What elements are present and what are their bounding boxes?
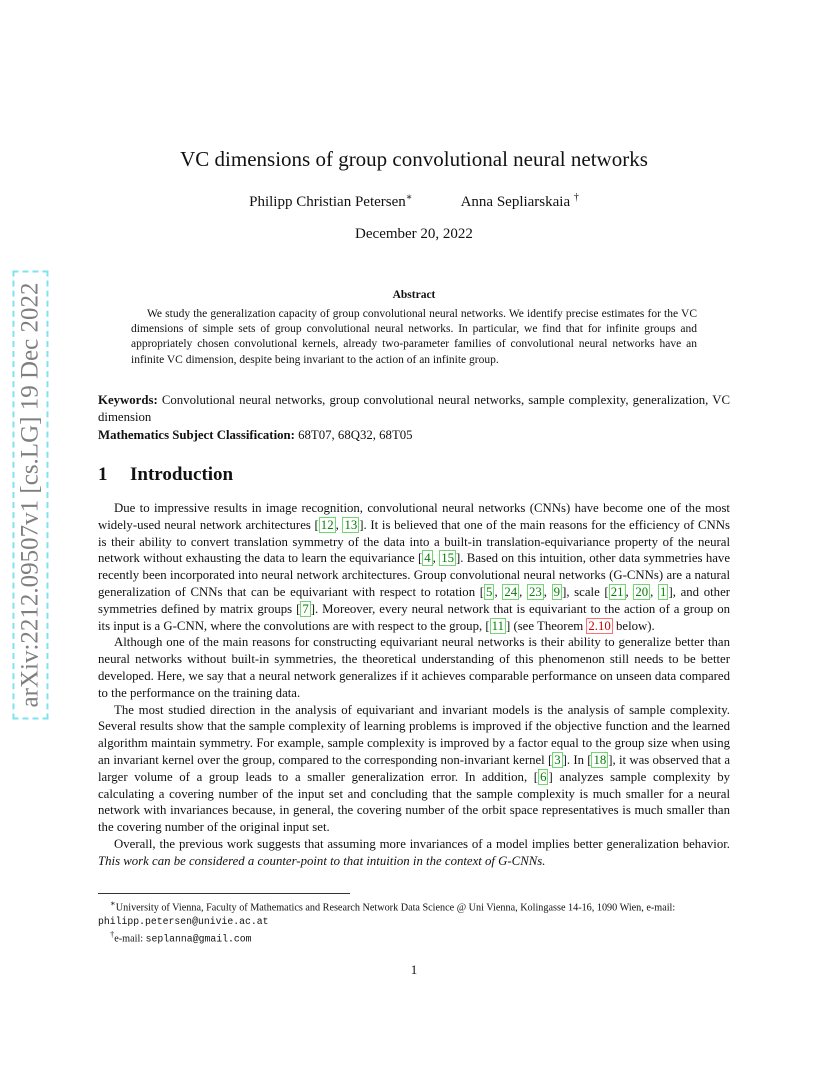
citation-link[interactable]: 20 — [635, 584, 649, 599]
text-span: ]. It is believed that one of the main reasons for the efficiency of CNNs is their ability to convert translation symmetry of the data into a built-in translation-equivariance property of the neural network without exhausting the data to learn the equivariance [ — [98, 517, 730, 566]
author-2 — [461, 192, 579, 211]
theorem-reference-link[interactable]: 2.10 — [588, 618, 611, 633]
citation-link[interactable]: 6 — [540, 769, 547, 784]
citation-link[interactable]: 24 — [504, 584, 518, 599]
footnote-rule — [98, 893, 350, 894]
section-number: 1 — [98, 464, 108, 485]
section-heading-introduction — [98, 464, 233, 486]
footnote-1-text: University of Vienna, Faculty of Mathematics and Research Network Data Science @ Uni Vienna, Kolingasse 14-16, 1090 Wien, e-mail: — [115, 902, 676, 914]
text-span: ], it was observed that a larger volume of a group leads to a smaller generalization error. In addition, [ — [98, 752, 730, 784]
text-span: , — [625, 584, 634, 599]
text-span: Overall, the previous work suggests that assuming more invariances of a model implies better generalization behavior. — [114, 836, 730, 851]
paper-date: December 20, 2022 — [355, 226, 473, 242]
text-span: below). — [612, 618, 655, 633]
arxiv-identifier-text: arXiv:2212.09507v1 [cs.LG] 19 Dec 2022 — [12, 271, 48, 720]
keywords-text: Convolutional neural networks, group convolutional neural networks, sample complexity, generalization, VC dimension — [98, 393, 731, 424]
intro-paragraph-1 — [98, 500, 730, 634]
msc-text: 68T07, 68Q32, 68T05 — [298, 428, 413, 442]
introduction-body — [98, 500, 730, 870]
keywords — [98, 392, 730, 426]
text-span: , — [494, 584, 503, 599]
footnote-1-mark: ∗ — [110, 898, 116, 908]
intro-paragraph-3 — [98, 702, 730, 836]
text-span: The most studied direction in the analysis of equivariant and invariant models is the analysis of sample complexity. Several results show that the sample complexity of learning problems is improved if the objective function and the learned algorithm maintain symmetry. For example, sample complexity is improved by a factor equal to the group size when using an invariant kernel over the group, compared to the corresponding non-invariant kernel [ — [98, 702, 730, 767]
footnote-2 — [98, 928, 730, 946]
citation-link[interactable]: 18 — [593, 752, 607, 767]
citation-link[interactable]: 4 — [424, 551, 431, 566]
footnote-2-email[interactable]: seplanna@gmail.com — [145, 933, 252, 945]
emphasized-text: This work can be considered a counter-point to that intuition in the context of G-CNNs. — [98, 853, 546, 868]
footnote-1-email[interactable]: philipp.petersen@univie.ac.at — [98, 915, 269, 927]
footnote-1 — [98, 897, 730, 928]
citation-link[interactable]: 7 — [302, 601, 309, 616]
text-span: ], and other symmetries defined by matrix groups [ — [98, 584, 731, 616]
footnote-2-text: e-mail: — [114, 933, 146, 945]
author-1 — [249, 192, 412, 211]
author-list — [0, 192, 828, 211]
citation-link[interactable]: 5 — [486, 584, 493, 599]
section-title: Introduction — [130, 464, 234, 485]
text-span: , — [335, 517, 343, 532]
footnotes — [98, 897, 730, 946]
text-span: , — [650, 584, 659, 599]
author-1-mark: ∗ — [405, 192, 413, 203]
author-2-name: Anna Sepliarskaia — [460, 194, 571, 210]
text-span: , — [543, 584, 552, 599]
msc-label: Mathematics Subject Classification: — [98, 428, 295, 442]
abstract-heading: Abstract — [392, 289, 436, 301]
citation-link[interactable]: 1 — [660, 584, 667, 599]
page-number: 1 — [410, 962, 418, 977]
paper-title: VC dimensions of group convolutional neural networks — [180, 147, 648, 171]
msc-classification — [98, 427, 730, 444]
text-span: Due to impressive results in image recognition, convolutional neural networks (CNNs) have become one of the most widely-used neural network architectures [ — [98, 501, 730, 532]
citation-link[interactable]: 3 — [554, 752, 561, 767]
author-2-mark: † — [573, 192, 579, 203]
citation-link[interactable]: 21 — [610, 584, 624, 599]
citation-link[interactable]: 23 — [528, 584, 542, 599]
citation-link[interactable]: 9 — [553, 584, 561, 599]
citation-link[interactable]: 11 — [491, 618, 504, 633]
text-span: , — [432, 551, 440, 566]
text-span: , — [519, 584, 527, 599]
intro-paragraph-4 — [98, 836, 730, 870]
citation-link[interactable]: 12 — [320, 517, 334, 532]
abstract-text: We study the generalization capacity of group convolutional neural networks. We identify precise estimates for the VC dimensions of simple sets of group convolutional neural networks. In particular, we find that for infinite groups and appropriately chosen convolutional kernels, already two-parameter families of convolutional neural networks have an infinite VC dimension, despite being invariant to the action of an infinite group. — [131, 308, 697, 366]
keywords-label: Keywords: — [98, 393, 158, 407]
text-span: ]. Based on this intuition, other data symmetries have recently been incorporated into neural network architectures. Group convolutional neural networks (G-CNNs) are a natural generalization of CNNs that can be equivariant with respect to rotation [ — [98, 551, 731, 599]
author-1-name: Philipp Christian Petersen — [249, 194, 406, 210]
text-span: ]. Moreover, every neural network that is equivariant to the action of a group on its input is a G-CNN, where the convolutions are with respect to the group, [ — [98, 601, 730, 633]
footnote-2-mark: † — [110, 929, 115, 940]
text-span: ] analyzes sample complexity by calculating a covering number of the input set and concluding that the sample complexity is much smaller for a neural network with invariances because, in general, the covering number of the orbit space representatives is much smaller than the covering number of the original input set. — [98, 769, 730, 835]
arxiv-identifier-stamp[interactable] — [10, 255, 50, 735]
text-span: ]. In [ — [562, 752, 592, 767]
text-span: ], scale [ — [562, 584, 609, 599]
citation-link[interactable]: 15 — [441, 551, 454, 566]
intro-paragraph-2: Although one of the main reasons for constructing equivariant neural networks is their ability to generalize better than neural networks without built-in symmetries, the theoretical understanding of this phenomenon still needs to be better developed. Here, we say that a neural network generalizes if it achieves comparable performance on unseen data compared to the performance on the training data. — [98, 635, 730, 700]
text-span: ] (see Theorem — [505, 618, 587, 633]
citation-link[interactable]: 13 — [344, 517, 358, 532]
